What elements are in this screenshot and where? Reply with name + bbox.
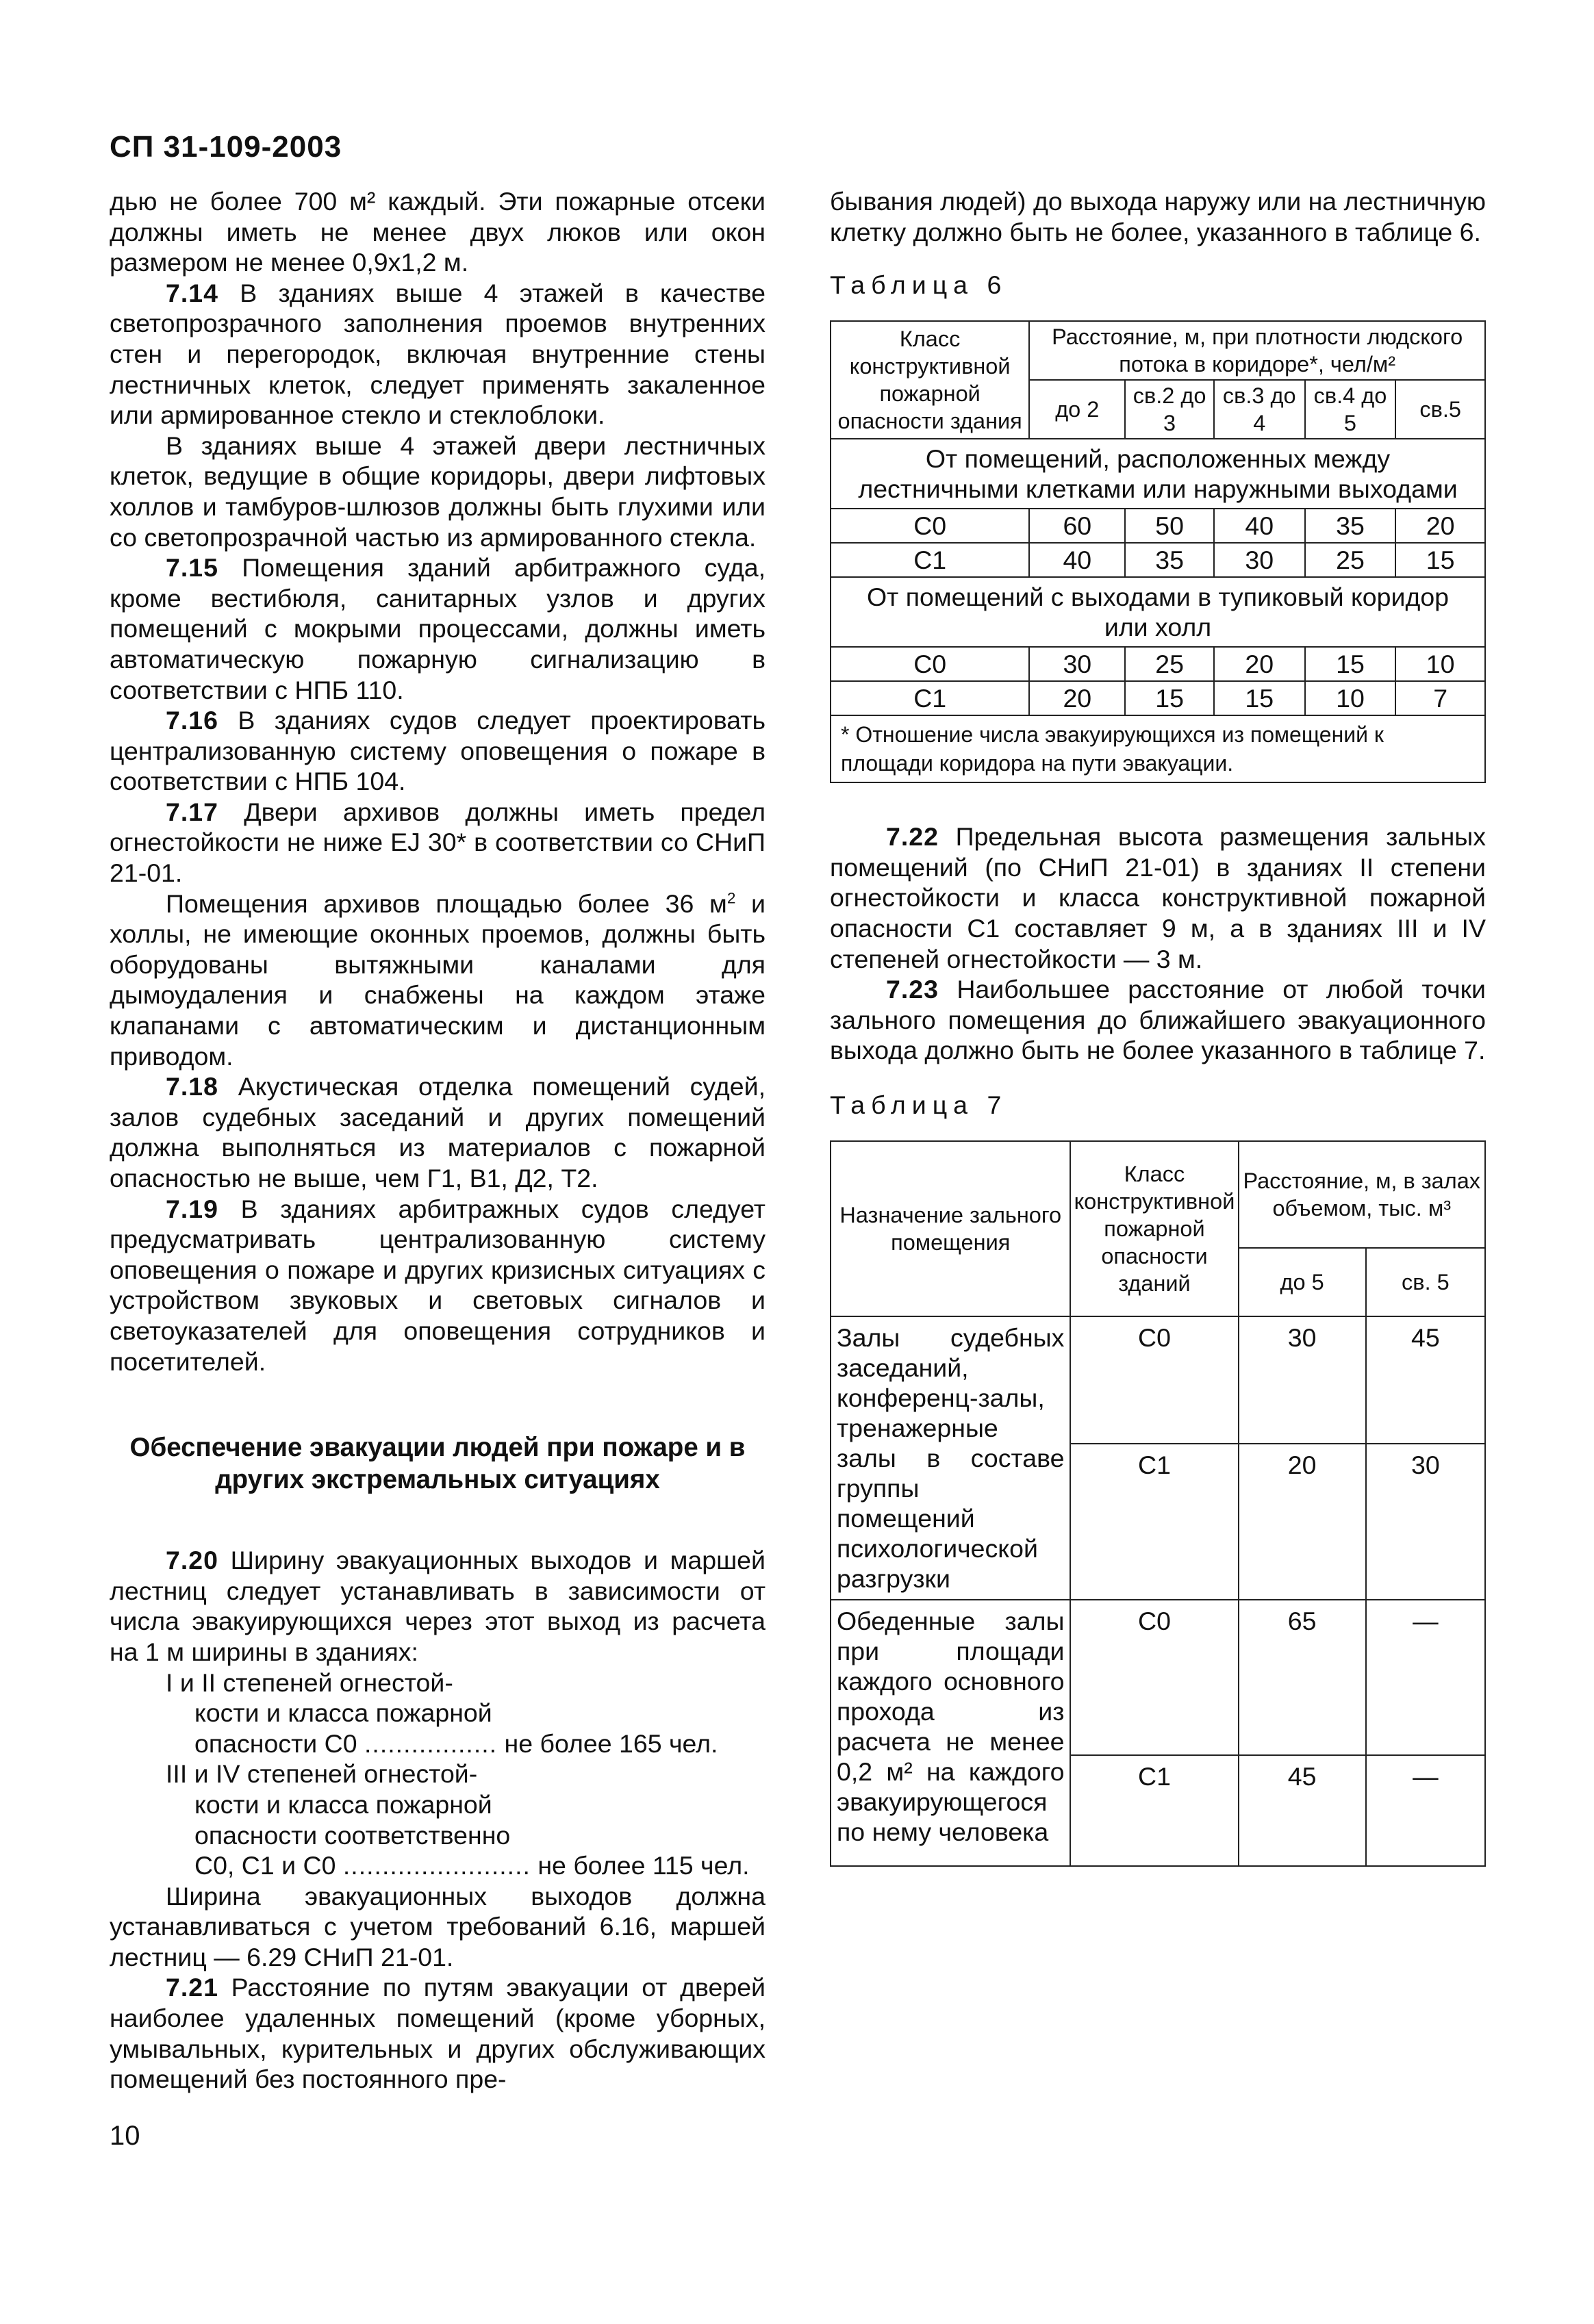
table-7: [830, 1140, 1486, 1867]
header-distance: Расстояние, м, при плотности людского потока в коридоре*, чел/м²: [1029, 321, 1485, 380]
paragraph-continuation: бывания людей) до выхода наружу или на лестничную клетку должно быть не более, указанного в таблице 6.: [830, 187, 1486, 246]
left-column: [110, 186, 766, 2095]
clause-text: В зданиях судов следует проектировать централизованную систему оповещения о пожаре в соответствии с НПБ 104.: [110, 706, 766, 796]
cell-class: С1: [831, 543, 1029, 577]
group-row: [831, 577, 1485, 647]
column-header: св.2 до 3: [1125, 380, 1214, 439]
cell-value: 40: [1029, 543, 1125, 577]
section-heading: Обеспечение эвакуации людей при пожаре и в других экстремальных ситуациях: [129, 1433, 746, 1495]
clause-number: 7.23: [886, 975, 939, 1004]
clause-7-16: [110, 705, 766, 797]
cell-value: —: [1366, 1600, 1485, 1755]
table-footnote: * Отношение числа эвакуирующихся из помещений к площади коридора на пути эвакуации.: [831, 715, 1485, 782]
list-value: не более 115 чел.: [530, 1851, 750, 1880]
paragraph-continuation: дью не более 700 м² каждый. Эти пожарные отсеки должны иметь не менее двух люков или окон размером не менее 0,9х1,2 м.: [110, 187, 766, 277]
cell-value: 60: [1029, 509, 1125, 543]
column-header: св. 5: [1366, 1248, 1485, 1316]
column-header: до 5: [1239, 1248, 1366, 1316]
clause-7-20: [110, 1545, 766, 1667]
table-header-row: [831, 321, 1485, 380]
cell-value: 10: [1305, 681, 1396, 715]
width-norms-list: [110, 1668, 766, 1881]
table-6-caption: Таблица 6: [830, 270, 1008, 300]
cell-value: 35: [1125, 543, 1214, 577]
cell-class: С1: [831, 681, 1029, 715]
document-code: СП 31-109-2003: [110, 130, 342, 164]
cell-class: С0: [831, 509, 1029, 543]
header-distance: Расстояние, м, в залах объемом, тыс. м³: [1239, 1141, 1485, 1248]
clause-number: 7.22: [886, 822, 939, 852]
cell-value: 20: [1029, 681, 1125, 715]
clause-text: Двери архивов должны иметь предел огнестойкости не ниже EJ 30* в соответствии со СНиП 21-01.: [110, 797, 766, 888]
clause-text: Акустическая отделка помещений судей, залов судебных заседаний и других помещений должна выполняться из материалов с пожарной опасностью не выше, чем Г1, В1, Д2, Т2.: [110, 1072, 766, 1192]
clause-text: Наибольшее расстояние от любой точки зального помещения до ближайшего эвакуационного выхода должно быть не более указанного в таблице 7.: [830, 975, 1486, 1065]
cell-hall-type: Залы судебных заседаний, конференц-залы, тренажерные залы в составе группы помещений психологической разгрузки: [831, 1316, 1070, 1600]
cell-value: 20: [1239, 1444, 1366, 1600]
clause-number: 7.18: [166, 1072, 218, 1101]
clause-7-15: [110, 552, 766, 705]
clause-number: 7.17: [166, 797, 218, 826]
table-6: [830, 320, 1486, 783]
table-row: [831, 1600, 1485, 1755]
cell-value: 10: [1395, 647, 1485, 681]
table-row: [831, 647, 1485, 681]
table-row: [831, 681, 1485, 715]
cell-value: 35: [1305, 509, 1396, 543]
text-part: Помещения архивов площадью более 36 м: [166, 889, 727, 918]
list-line: опасности соответственно: [194, 1820, 511, 1850]
cell-value: 15: [1395, 543, 1485, 577]
cell-value: 65: [1239, 1600, 1366, 1755]
clause-number: 7.20: [166, 1546, 218, 1575]
clause-text: Предельная высота размещения зальных помещений (по СНиП 21-01) в зданиях II степени огнестойкости и класса конструктивной пожарной опасности С1 составляет 9 м, а в зданиях III и IV степеней огнестойкости — 3 м.: [830, 822, 1486, 973]
cell-value: 45: [1239, 1755, 1366, 1866]
group-label: От помещений с выходами в тупиковый коридор или холл: [831, 577, 1485, 647]
cell-value: 20: [1395, 509, 1485, 543]
cell-value: 30: [1029, 647, 1125, 681]
clause-number: 7.16: [166, 706, 218, 735]
clause-7-22: [830, 821, 1486, 974]
header-class: Класс конструктивной пожарной опасности здания: [831, 321, 1029, 439]
list-label: С0, С1 и С0: [194, 1851, 343, 1880]
right-column: [830, 186, 1486, 1867]
clause-7-17: [110, 797, 766, 889]
cell-value: 25: [1125, 647, 1214, 681]
table-note-row: [831, 715, 1485, 782]
clause-7-23: [830, 974, 1486, 1066]
clause-text: Помещения зданий арбитражного суда, кроме вестибюля, санитарных узлов и других помещений с мокрыми процессами, должны иметь автоматическую пожарную сигнализацию в соответствии с НПБ 110.: [110, 553, 766, 704]
header-name: Назначение зального помещения: [831, 1141, 1070, 1316]
column-header: св.5: [1395, 380, 1485, 439]
column-header: св.4 до 5: [1305, 380, 1396, 439]
paragraph-archives: [110, 889, 766, 1072]
paragraph: В зданиях выше 4 этажей двери лестничных клеток, ведущие в общие коридоры, двери лифтовых холлов и тамбуров-шлюзов должны быть глухими или со светопрозрачной частью из армированного стекла.: [110, 431, 766, 552]
cell-class: С1: [1070, 1444, 1238, 1600]
cell-value: —: [1366, 1755, 1485, 1866]
cell-value: 15: [1214, 681, 1305, 715]
cell-value: 45: [1366, 1316, 1485, 1444]
cell-value: 30: [1239, 1316, 1366, 1444]
text-part: и холлы, не имеющие оконных проемов, должны быть оборудованы вытяжными каналами для дымоудаления и снабжены на каждом этаже клапанами с автоматическим и дистанционным приводом.: [110, 889, 766, 1071]
column-header: св.3 до 4: [1214, 380, 1305, 439]
cell-hall-type: Обеденные залы при площади каждого основного прохода из расчета не менее 0,2 м² на каждого эвакуирующегося по нему человека: [831, 1600, 1070, 1866]
leader-dots: .................: [364, 1728, 498, 1758]
cell-value: 15: [1125, 681, 1214, 715]
cell-class: С1: [1070, 1755, 1238, 1866]
cell-class: С0: [1070, 1600, 1238, 1755]
clause-number: 7.14: [166, 278, 218, 307]
list-value: не более 165 чел.: [497, 1728, 718, 1758]
clause-7-21: [110, 1972, 766, 2094]
list-line: кости и класса пожарной: [194, 1698, 492, 1728]
cell-value: 25: [1305, 543, 1396, 577]
column-header: до 2: [1029, 380, 1125, 439]
list-line: [110, 1728, 766, 1759]
header-class: Класс конструктивной пожарной опасности зданий: [1070, 1141, 1238, 1316]
cell-value: 30: [1214, 543, 1305, 577]
superscript: 2: [726, 889, 736, 907]
cell-class: С0: [1070, 1316, 1238, 1444]
cell-value: 50: [1125, 509, 1214, 543]
paragraph: Ширина эвакуационных выходов должна устанавливаться с учетом требований 6.16, маршей лестниц — 6.29 СНиП 21-01.: [110, 1881, 766, 1971]
clause-7-18: [110, 1071, 766, 1193]
cell-value: 40: [1214, 509, 1305, 543]
table-row: [831, 543, 1485, 577]
clause-text: В зданиях выше 4 этажей в качестве светопрозрачного заполнения проемов внутренних стен и перегородок, включая внутренние стены лестничных клеток, следует применять закаленное или армированное стекло и стеклоблоки.: [110, 278, 766, 430]
table-header-row: [831, 1141, 1485, 1248]
page-number: 10: [110, 2121, 140, 2151]
clause-7-14: [110, 278, 766, 431]
clause-number: 7.21: [166, 1973, 218, 2002]
table-row: [831, 509, 1485, 543]
list-line: [110, 1850, 766, 1881]
cell-value: 30: [1366, 1444, 1485, 1600]
clause-7-19: [110, 1194, 766, 1377]
clause-number: 7.19: [166, 1194, 218, 1223]
table-row: [831, 1316, 1485, 1444]
clause-number: 7.15: [166, 553, 218, 583]
cell-value: 20: [1214, 647, 1305, 681]
clause-text: В зданиях арбитражных судов следует предусматривать централизованную систему оповещения о пожаре и других кризисных ситуациях с устройством звуковых и световых сигналов и светоуказателей для оповещения сотрудников и посетителей.: [110, 1194, 766, 1376]
list-line: кости и класса пожарной: [194, 1789, 492, 1819]
cell-value: 15: [1305, 647, 1396, 681]
group-label: От помещений, расположенных между лестничными клетками или наружными выходами: [831, 439, 1485, 509]
list-line: I и II степеней огнестой-: [166, 1668, 453, 1697]
group-row: [831, 439, 1485, 509]
leader-dots: ........................: [342, 1851, 531, 1880]
table-7-caption: Таблица 7: [830, 1090, 1008, 1119]
cell-class: С0: [831, 647, 1029, 681]
clause-text: Ширину эвакуационных выходов и маршей лестниц следует устанавливать в зависимости от числа эвакуирующихся через этот выход из расчета на 1 м ширины в зданиях:: [110, 1546, 766, 1666]
cell-value: 7: [1395, 681, 1485, 715]
clause-text: Расстояние по путям эвакуации от дверей наиболее удаленных помещений (кроме уборных, умывальных, курительных и других обслуживающих помещений без постоянного пре-: [110, 1973, 766, 2094]
list-label: опасности С0: [194, 1728, 364, 1758]
list-line: III и IV степеней огнестой-: [166, 1759, 478, 1789]
